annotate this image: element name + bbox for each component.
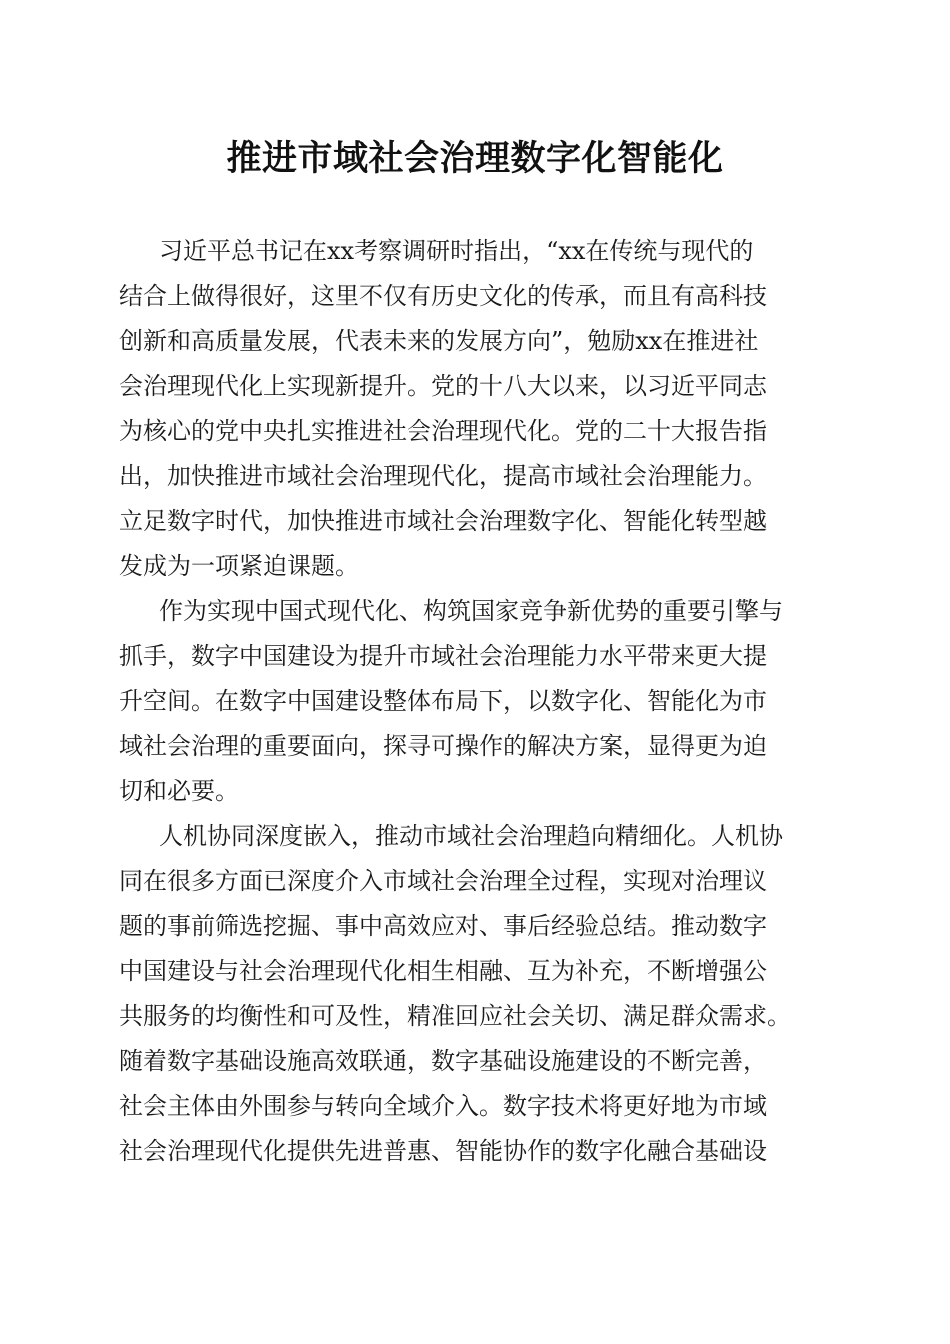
paragraph-1-line: 习近平总书记在xx考察调研时指出，“xx在传统与现代的 [159,237,754,265]
paragraph-3-line: 同在很多方面已深度介入市域社会治理全过程，实现对治理议 [119,867,767,895]
document-title: 推进市域社会治理数字化智能化 [226,138,724,179]
paragraph-1-line: 会治理现代化上实现新提升。党的十八大以来，以习近平同志 [119,372,767,400]
paragraph-1-line: 结合上做得很好，这里不仅有历史文化的传承，而且有高科技 [119,282,767,310]
paragraph-1-line: 立足数字时代，加快推进市域社会治理数字化、智能化转型越 [119,507,767,535]
paragraph-3-line: 社会治理现代化提供先进普惠、智能协作的数字化融合基础设 [119,1137,767,1165]
paragraph-2-line: 升空间。在数字中国建设整体布局下，以数字化、智能化为市 [119,687,767,715]
paragraph-2-line: 作为实现中国式现代化、构筑国家竞争新优势的重要引擎与 [159,597,783,625]
paragraph-1-line: 创新和高质量发展，代表未来的发展方向”，勉励xx在推进社 [119,327,759,355]
paragraph-1-line: 发成为一项紧迫课题。 [119,552,359,580]
paragraph-1-line: 为核心的党中央扎实推进社会治理现代化。党的二十大报告指 [119,417,767,445]
paragraph-3-line: 中国建设与社会治理现代化相生相融、互为补充，不断增强公 [119,957,767,985]
paragraph-3-line: 共服务的均衡性和可及性，精准回应社会关切、满足群众需求。 [119,1002,791,1030]
document-body [119,229,839,1174]
paragraph-2-line: 切和必要。 [119,777,239,805]
paragraph-3-line: 题的事前筛选挖掘、事中高效应对、事后经验总结。推动数字 [119,912,767,940]
paragraph-2-line: 抓手，数字中国建设为提升市域社会治理能力水平带来更大提 [119,642,767,670]
paragraph-2-line: 域社会治理的重要面向，探寻可操作的解决方案，显得更为迫 [119,732,767,760]
paragraph-3-line: 人机协同深度嵌入，推动市域社会治理趋向精细化。人机协 [159,822,783,850]
paragraph-3-line: 社会主体由外围参与转向全域介入。数字技术将更好地为市域 [119,1092,767,1120]
paragraph-1-line: 出，加快推进市域社会治理现代化，提高市域社会治理能力。 [119,462,767,490]
paragraph-3-line: 随着数字基础设施高效联通，数字基础设施建设的不断完善， [119,1047,767,1075]
